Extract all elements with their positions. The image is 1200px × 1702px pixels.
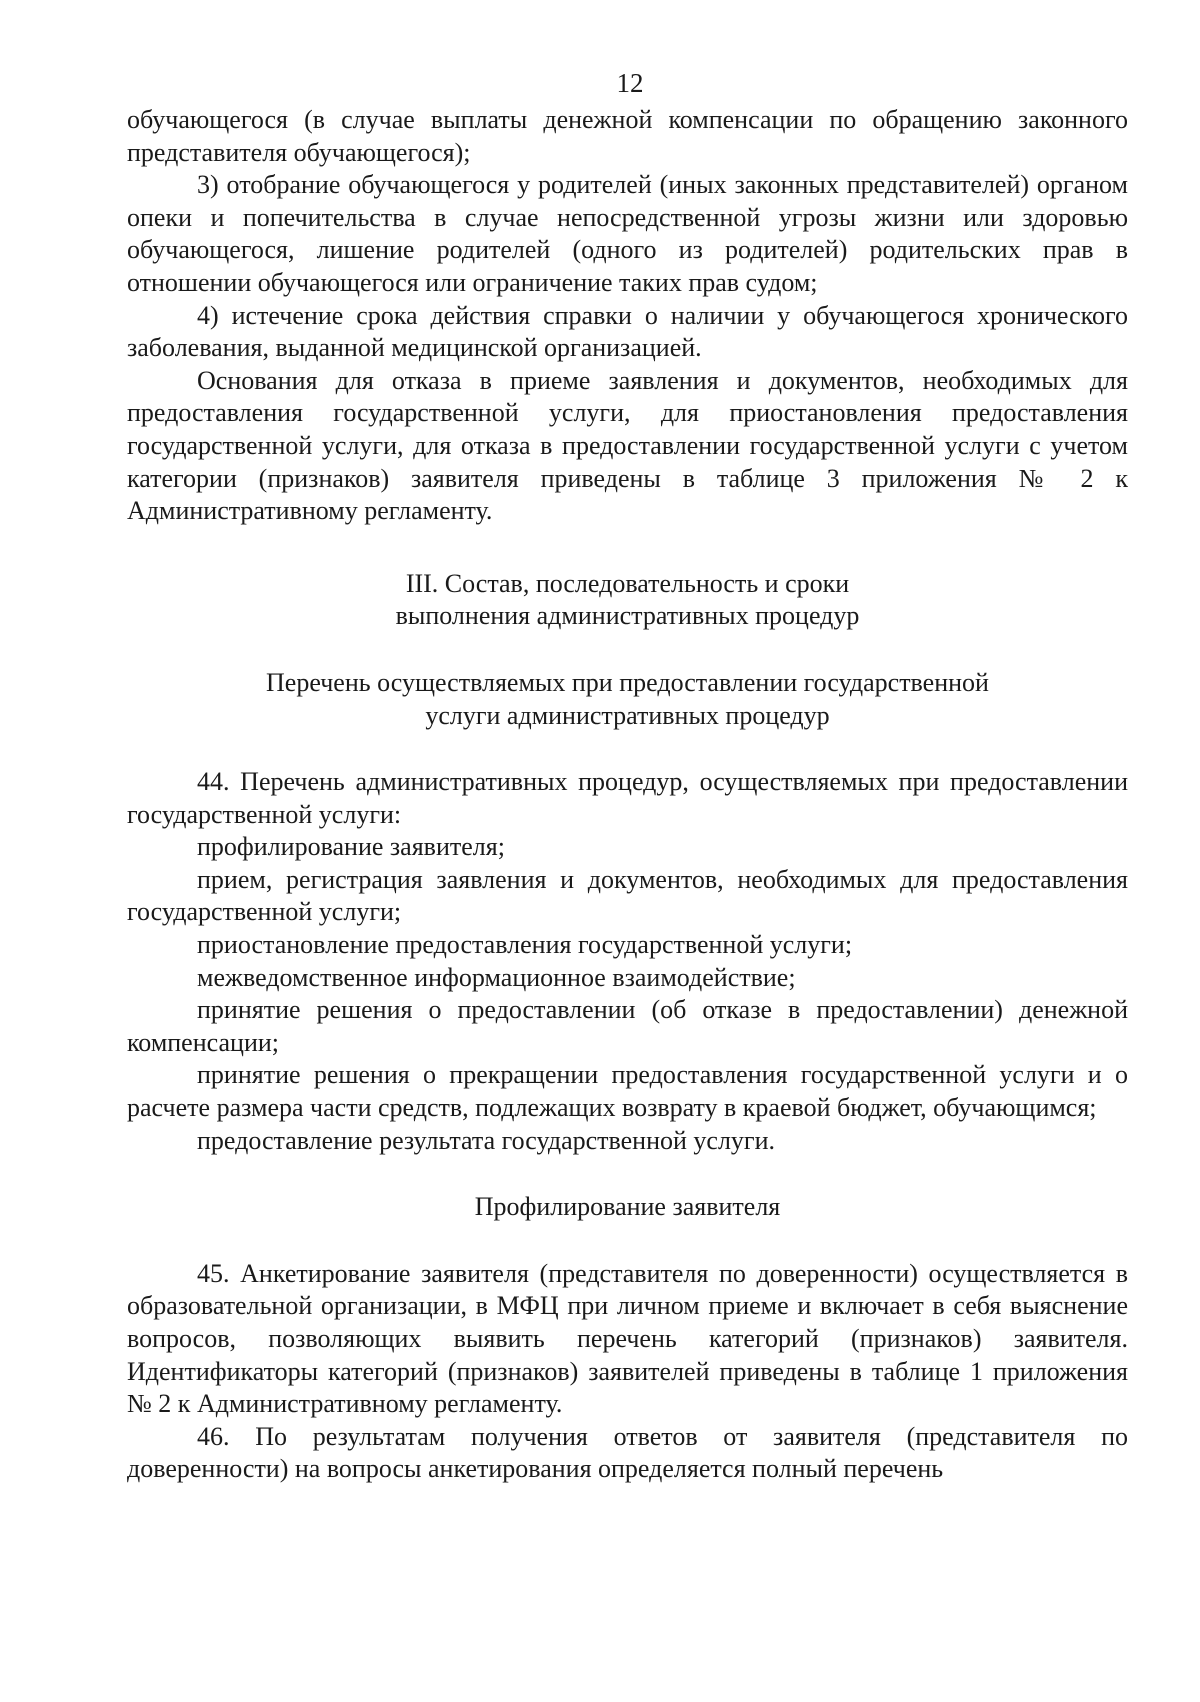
profiling-heading: Профилирование заявителя xyxy=(474,1192,781,1222)
list-item-reception: прием, регистрация заявления и документов, необходимых для предоставления государственной услуги; xyxy=(127,864,1128,927)
list-item-interagency: межведомственное информационное взаимодействие; xyxy=(197,962,796,992)
paragraph-continuation: обучающегося (в случае выплаты денежной компенсации по обращению законного представителя обучающегося); xyxy=(127,105,1128,167)
subsection-heading xyxy=(127,667,1128,732)
paragraph-46: 46. По результатам получения ответов от заявителя (представителя по доверенности) на вопросы анкетирования определяется полный перечень xyxy=(127,1421,1128,1484)
list-item-suspension: приостановление предоставления государственной услуги; xyxy=(197,930,853,960)
section-heading-line-2: выполнения административных процедур xyxy=(395,601,860,631)
list-item-decision: принятие решения о предоставлении (об отказе в предоставлении) денежной компенсации; xyxy=(127,995,1128,1057)
list-item-termination: принятие решения о прекращении предоставления государственной услуги и о расчете размера части средств, подлежащих возврату в краевой бюджет, обучающимся; xyxy=(127,1060,1128,1123)
list-item-profiling: профилирование заявителя; xyxy=(197,832,505,862)
paragraph-item-4: 4) истечение срока действия справки о наличии у обучающегося хронического заболевания, выданной медицинской организацией. xyxy=(127,300,1128,363)
page-number: 12 xyxy=(616,68,644,98)
paragraph-44: 44. Перечень административных процедур, осуществляемых при предоставлении государственной услуги: xyxy=(127,767,1128,829)
paragraph-item-3: 3) отобрание обучающегося у родителей (иных законных представителей) органом опеки и попечительства в случае непосредственной угрозы жизни или здоровью обучающегося, лишение родителей (одного из родителей) родительских прав в отношении обучающегося или ограничение таких прав судом; xyxy=(127,170,1128,297)
section-heading-line-1: III. Состав, последовательность и сроки xyxy=(405,568,850,598)
subsection-heading-line-2: услуги административных процедур xyxy=(425,700,830,730)
section-heading xyxy=(127,568,1128,633)
list-item-result: предоставление результата государственной услуги. xyxy=(197,1125,776,1155)
paragraph-45: 45. Анкетирование заявителя (представителя по доверенности) осуществляется в образовательной организации, в МФЦ при личном приеме и включает в себя выяснение вопросов, позволяющих выявить перечень категорий (признаков) заявителя. Идентификаторы категорий (признаков) заявителей приведены в таблице 1 приложения № 2 к Административному регламенту. xyxy=(127,1258,1128,1419)
subsection-heading-line-1: Перечень осуществляемых при предоставлении государственной xyxy=(266,667,989,697)
paragraph-refusal-grounds: Основания для отказа в приеме заявления и документов, необходимых для предоставления государственной услуги, для приостановления предоставления государственной услуги, для отказа в предоставлении государственной услуги с учетом категории (признаков) заявителя приведены в таблице 3 приложения № 2 к Административному регламенту. xyxy=(127,365,1128,526)
